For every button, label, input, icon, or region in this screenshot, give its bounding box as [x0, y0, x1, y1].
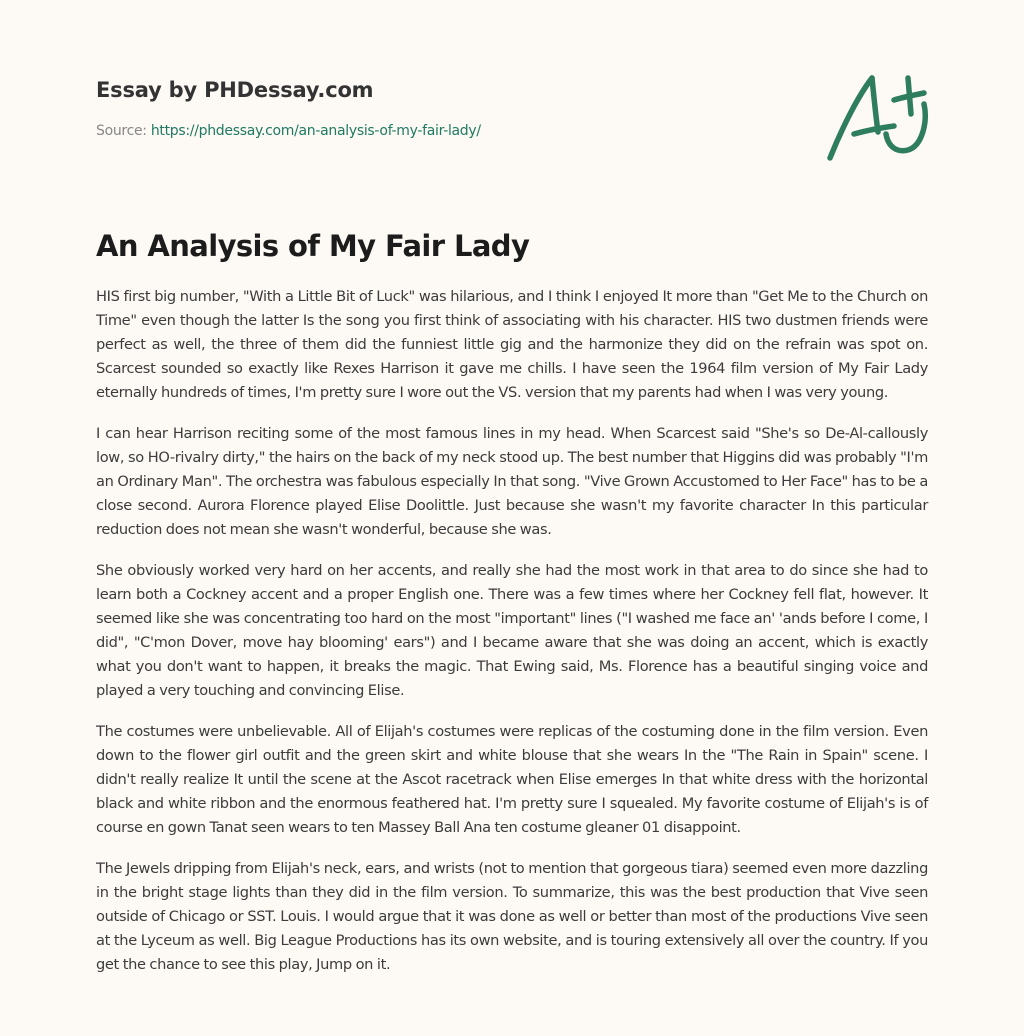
a-plus-grade-icon	[820, 66, 930, 166]
brand-title: Essay by PHDessay.com	[96, 78, 374, 102]
paragraph: I can hear Harrison reciting some of the most famous lines in my head. When Scarcest said "She's so De-Al-callously low, so HO-rivalry dirty," the hairs on the back of my neck stood up. The best number that Higgins did was probably "I'm an Ordinary Man". The orchestra was fabulous especially In that song. "Vive Grown Accustomed to Her Face" has to be a close second. Aurora Florence played Elise Doolittle. Just because she wasn't my favorite character In this particular reduction does not mean she wasn't wonderful, because she was.	[96, 425, 928, 538]
essay-header	[96, 76, 796, 141]
source-label: Source:	[96, 123, 147, 139]
article-title: An Analysis of My Fair Lady	[96, 229, 530, 263]
source-link[interactable]: https://phdessay.com/an-analysis-of-my-fair-lady/	[150, 123, 481, 139]
article-body	[96, 285, 928, 994]
paragraph: She obviously worked very hard on her accents, and really she had the most work in that area to do since she had to learn both a Cockney accent and a proper English one. There was a few times where her Cockney fell flat, however. It seemed like she was concentrating too hard on the most "important" lines ("I washed me face an' 'ands before I come, I did", "C'mon Dover, move hay blooming' ears") and I became aware that she was doing an accent, which is exactly what you don't want to happen, it breaks the magic. That Ewing said, Ms. Florence has a beautiful singing voice and played a very touching and convincing Elise.	[96, 562, 928, 699]
paragraph: The costumes were unbelievable. All of Elijah's costumes were replicas of the costuming done in the film version. Even down to the flower girl outfit and the green skirt and white blouse that she wears In the "The Rain in Spain" scene. I didn't really realize It until the scene at the Ascot racetrack when Elise emerges In that white dress with the horizontal black and white ribbon and the enormous feathered hat. I'm pretty sure I squealed. My favorite costume of Elijah's is of course en gown Tanat seen wears to ten Massey Ball Ana ten costume gleaner 01 disappoint.	[96, 723, 928, 836]
source-line	[96, 121, 796, 141]
paragraph: HIS first big number, "With a Little Bit of Luck" was hilarious, and I think I enjoyed It more than "Get Me to the Church on Time" even though the latter Is the song you first think of associating with his character. HIS two dustmen friends were perfect as well, the three of them did the funniest little gig and the harmonize they did on the refrain was spot on. Scarcest sounded so exactly like Rexes Harrison it gave me chills. I have seen the 1964 film version of My Fair Lady eternally hundreds of times, I'm pretty sure I wore out the VS. version that my parents had when I was very young.	[96, 288, 928, 401]
paragraph: The Jewels dripping from Elijah's neck, ears, and wrists (not to mention that gorgeous tiara) seemed even more dazzling in the bright stage lights than they did in the film version. To summarize, this was the best production that Vive seen outside of Chicago or SST. Louis. I would argue that it was done as well or better than most of the productions Vive seen at the Lyceum as well. Big League Productions has its own website, and is touring extensively all over the country. If you get the chance to see this play, Jump on it.	[96, 860, 928, 973]
